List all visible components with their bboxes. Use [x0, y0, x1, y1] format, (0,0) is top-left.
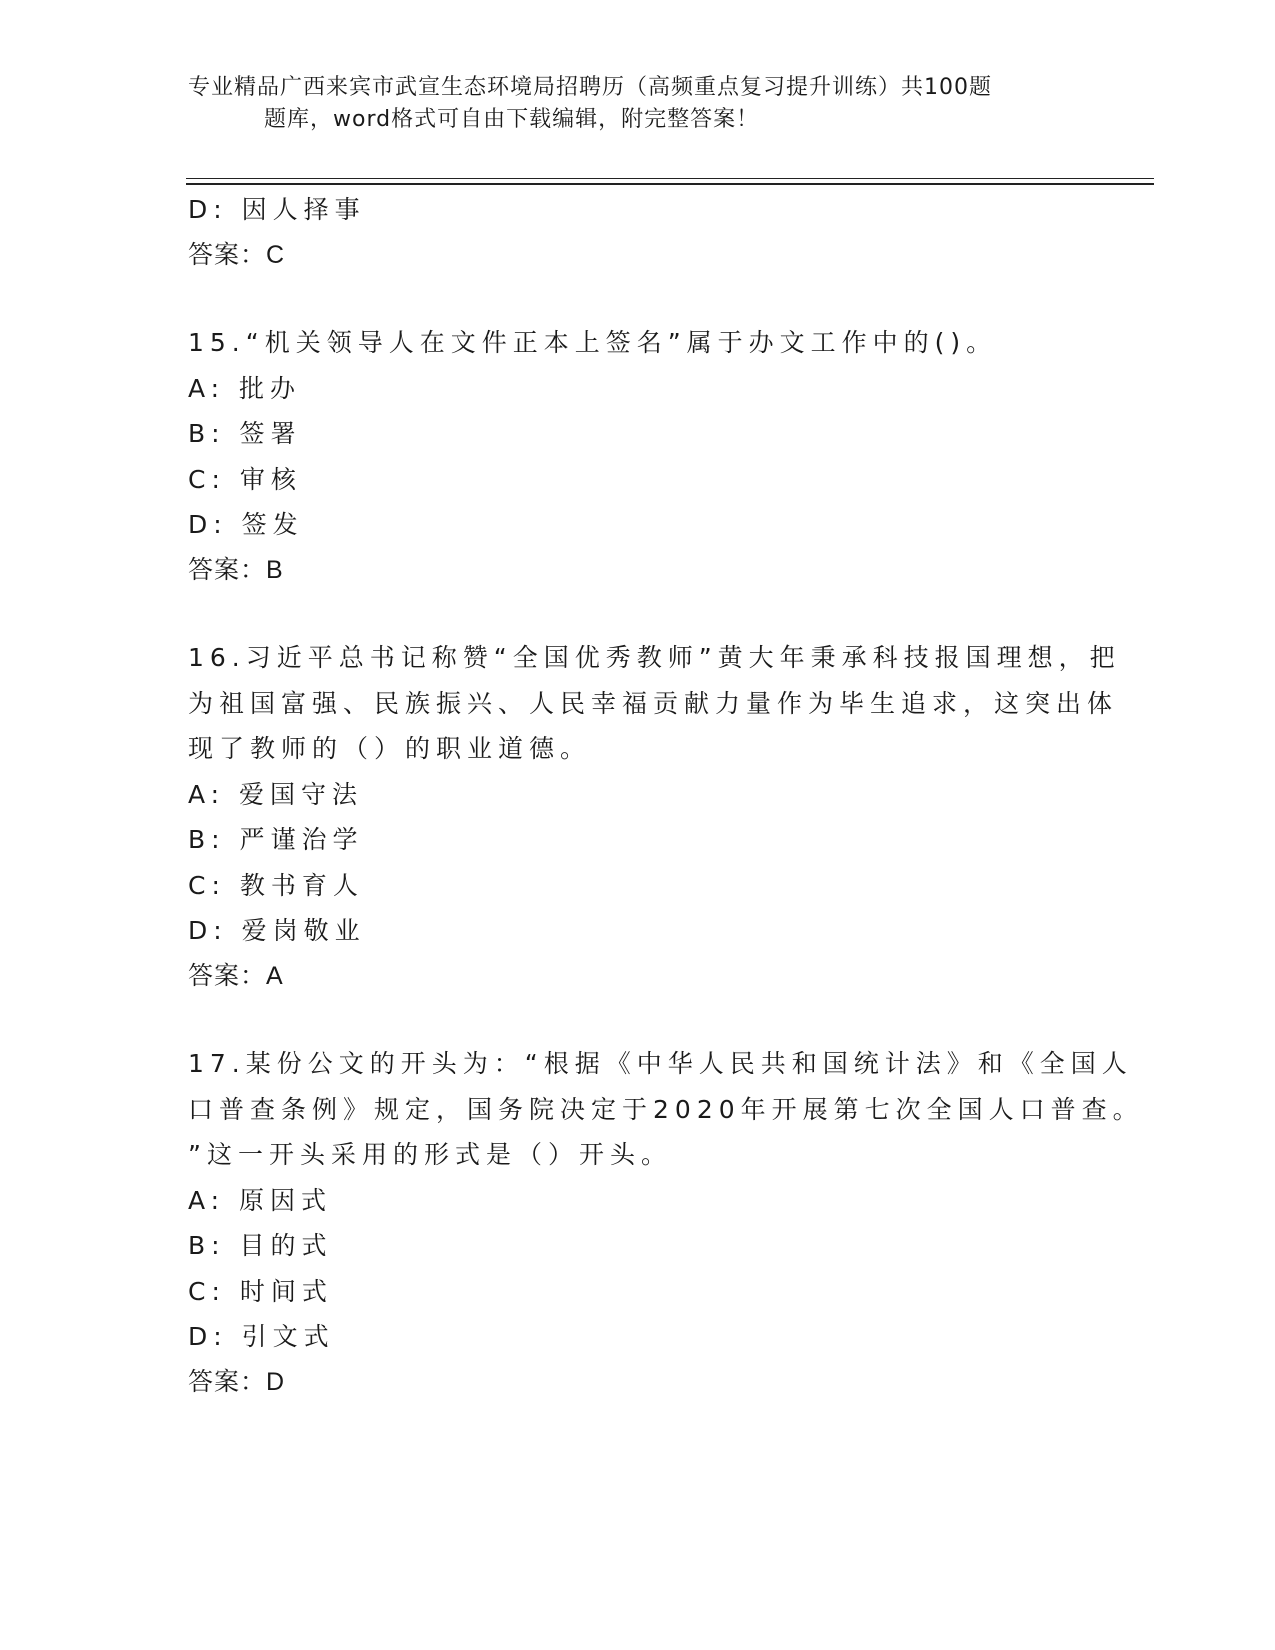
document-body	[188, 187, 1144, 1405]
option-b: B: 目的式	[188, 1231, 333, 1260]
question-block-16	[188, 635, 1121, 999]
question-text-line-2: 为祖国富强、民族振兴、人民幸福贡献力量作为毕生追求，这突出体	[188, 688, 1119, 718]
option-d: D: 爱岗敬业	[188, 916, 366, 945]
header-rule-thick	[186, 183, 1154, 185]
answer-line: 答案：B	[188, 555, 284, 584]
header-line-1: 专业精品广西来宾市武宣生态环境局招聘历（高频重点复习提升训练）共100题	[188, 75, 992, 100]
option-d: D: 引文式	[188, 1322, 335, 1351]
option-b: B: 签署	[188, 419, 302, 448]
option-a: A: 原因式	[188, 1185, 333, 1215]
question-text-line-2: 口普查条例》规定，国务院决定于2020年开展第七次全国人口普查。	[188, 1094, 1144, 1124]
answer-line: 答案：C	[188, 240, 286, 269]
header-line-2: 题库，word格式可自由下载编辑，附完整答案！	[264, 107, 760, 132]
option-c: C: 教书育人	[188, 870, 364, 900]
question-block-17	[188, 1041, 1144, 1405]
question-block-prev	[188, 187, 1088, 278]
question-text-line-3: ”这一开头采用的形式是（）开头。	[188, 1140, 672, 1169]
question-text: 15.“机关领导人在文件正本上签名”属于办文工作中的()。	[188, 328, 998, 357]
option-d: D: 签发	[188, 510, 304, 539]
question-block-15	[188, 320, 1088, 593]
option-b: B: 严谨治学	[188, 825, 364, 854]
header-rule-thin	[186, 178, 1154, 179]
question-text-line-3: 现了教师的（）的职业道德。	[188, 734, 592, 763]
option-a: A: 批办	[188, 373, 302, 403]
answer-line: 答案：D	[188, 1367, 286, 1396]
question-text-line-1: 17.某份公文的开头为：“根据《中华人民共和国统计法》和《全国人	[188, 1049, 1133, 1078]
answer-line: 答案：A	[188, 961, 284, 990]
option-c: C: 审核	[188, 464, 302, 494]
document-header	[188, 72, 1088, 136]
option-c: C: 时间式	[188, 1276, 333, 1306]
option-d: D: 因人择事	[188, 195, 366, 224]
question-text-line-1: 16.习近平总书记称赞“全国优秀教师”黄大年秉承科技报国理想，把	[188, 643, 1121, 672]
option-a: A: 爱国守法	[188, 779, 364, 809]
